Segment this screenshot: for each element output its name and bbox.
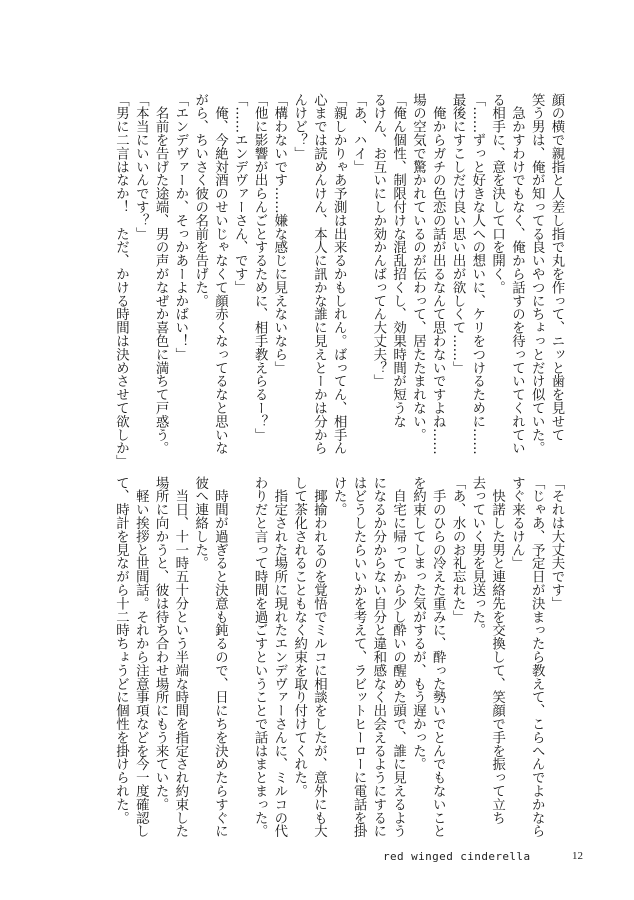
top-text-block [111,93,566,469]
text-column: 「エンデヴァーか、そっかあーよかばい！」 [172,93,188,361]
text-column: 「あ、水のお礼忘れた」 [450,476,466,624]
text-column: 俺、今絶対酒のせいじゃなくて顔赤くなってるなと思いな [212,93,228,455]
text-column: すぐ来るけん」 [509,476,525,570]
text-column: 「構わないです……嫌な感じに見えないなら」 [271,93,287,375]
bottom-text-block [111,476,566,838]
text-column: 場所に向かうと、彼は待ち合わせ場所にもう来ていた。 [153,476,169,811]
text-column: 笑う男は、俺が知ってる良いやつにちょっとだけ似ていた。 [529,93,545,455]
text-column: んけど？」 [291,93,307,160]
text-column: 急かすわけでもなく、俺から話すのを待っていてくれてい [509,93,525,455]
text-column: 時間が過ぎると決意も鈍るので、日にちを決めたらすぐに [212,476,228,838]
text-column: 場の空気で驚かれているのが伝わって、居たたまれない。 [410,93,426,442]
text-column: 「……ずっと好きな人への想いに、ケリをつけるために…… [469,93,485,455]
text-column: 軽い挨拶と世間話。それから注意事項などを今一度確認し [133,476,149,838]
text-column: 手のひらの冷えた重みに、酔った勢いでとんでもないこと [430,476,446,838]
text-column: るけん、お互いにしか効かんばってん大丈夫？」 [370,93,386,388]
text-column: 「俺ん個性、制限付けな混乱招くし、効果時間が短うな [390,93,406,428]
text-column: 最後にすこしだけ良い思い出が欲しくて……」 [450,93,466,375]
text-column: 揶揄われるのを覚悟でミルコに相談をしたが、意外にも大 [311,476,327,838]
book-title-footer: red winged cinderella [383,850,531,863]
blank-column [229,476,249,828]
text-column: けた。 [331,476,347,517]
text-column: 「あ、ハイ」 [351,93,367,174]
text-column: 彼へ連絡した。 [192,476,208,570]
text-column: 「……エンデヴァーさん、です」 [232,93,248,294]
text-column: 指定された場所に現れたエンデヴァーさんに、ミルコの代 [271,476,287,838]
text-column: 顔の横で親指と人差し指で丸を作って、ニッと歯を見せて [549,93,564,442]
text-column: 自宅に帰ってから少し酔いの醒めた頭で、誰に見えるよう [390,476,406,838]
text-column: わりだと言って時間を過ごすということで話はまとまった。 [252,476,268,838]
text-column: がら、ちいさく彼の名前を告げた。 [192,93,208,308]
text-column: 「他に影響が出らんごとするために、相手教えらるー？」 [252,93,268,442]
text-column: 心までは読めんけん、本人に訊かな誰に見えとーかは分から [311,93,327,455]
text-column: 当日、十一時五十分という半端な時間を指定され約束した [172,476,188,838]
text-column: はどうしたらいいかを考えて、ラビットヒーローに電話を掛 [351,476,367,838]
text-column: 「親しかりゃあ予測は出来るかもしれん。ばってん、相手ん [331,93,347,455]
text-column: になるか分からない自分と違和感なく出会えるようにするに [370,476,386,838]
text-column: 「本当にいいんです？」 [133,93,149,241]
text-column: 名前を告げた途端、男の声がなぜか喜色に満ちて戸惑う。 [153,93,169,455]
text-column: を約束してしまった気がするが、もう遅かった。 [410,476,426,771]
text-column: 「それは大丈夫です」 [549,476,564,610]
text-column: る相手に、意を決して口を開く。 [489,93,505,294]
page-number: 12 [572,850,583,862]
text-column: 「じゃあ、予定日が決まったら教えて、こらへんでよかなら [529,476,545,838]
text-column: て、時計を見ながら十二時ちょうどに個性を掛けられた。 [113,476,129,825]
text-column: 「男に二言はなか！ ただ、かける時間は決めさせて欲しか」 [113,93,129,469]
text-column: して茶化されることもなく約束を取り付けてくれた。 [291,476,307,798]
text-column: 快諾した男と連絡先を交換して、笑顔で手を振って立ち [489,476,505,825]
text-column: 去っていく男を見送った。 [469,476,485,637]
text-column: 俺からガチの色恋の話が出るなんて思わないですよね…… [430,93,446,455]
